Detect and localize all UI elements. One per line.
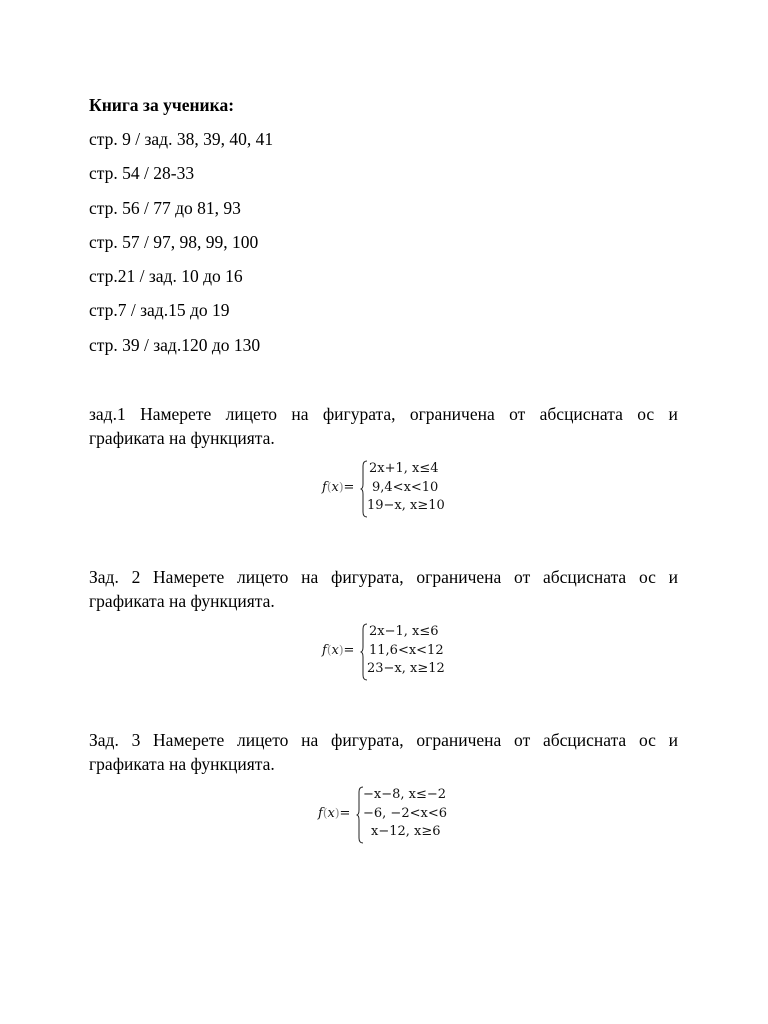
formula-lhs: [318, 806, 350, 821]
book-line: стр. 9 / зад. 38, 39, 40, 41: [89, 129, 274, 149]
task-3-statement-line-2: графиката на функцията.: [89, 754, 275, 774]
left-paren: (: [326, 643, 332, 657]
book-line: стр. 56 / 77 до 81, 93: [89, 198, 241, 218]
word: от: [514, 730, 531, 750]
word: Намерете: [140, 404, 212, 424]
word: абсцисната: [542, 730, 627, 750]
case-line: 2x+1, x≤4: [369, 461, 439, 476]
book-line: стр.21 / зад. 10 до 16: [89, 266, 243, 286]
word: Зад.: [89, 730, 119, 750]
book-line: стр. 39 / зад.120 до 130: [89, 335, 261, 355]
variable-symbol: x: [331, 643, 339, 658]
task-2-statement-line-2: графиката на функцията.: [89, 591, 275, 611]
word: на: [301, 567, 319, 587]
case-line: x−12, x≥6: [371, 824, 441, 839]
task-2-formula: [322, 623, 462, 683]
task-1-statement-line-1: [89, 403, 678, 425]
word: 2: [131, 567, 141, 587]
task-2-statement-line-1: [89, 566, 678, 588]
word: зад.1: [89, 404, 126, 424]
right-paren: ): [334, 806, 340, 820]
word: ос: [638, 567, 656, 587]
equals-sign: =: [339, 806, 351, 821]
book-line: стр.7 / зад.15 до 19: [89, 300, 230, 320]
cases-block: [363, 786, 447, 842]
right-paren: ): [338, 480, 344, 494]
variable-symbol: x: [327, 806, 335, 821]
word: и: [668, 404, 678, 424]
word: фигурата,: [330, 730, 404, 750]
word: лицето: [236, 730, 289, 750]
cases-block: [367, 460, 445, 516]
right-paren: ): [338, 643, 344, 657]
formula-lhs: [322, 480, 354, 495]
word: на: [301, 730, 319, 750]
variable-symbol: x: [331, 480, 339, 495]
function-symbol: f: [322, 480, 327, 495]
word: ограничена: [416, 730, 502, 750]
task-1-statement-line-2: графиката на функцията.: [89, 428, 275, 448]
book-line: стр. 54 / 28-33: [89, 163, 195, 183]
case-line: 23−x, x≥12: [367, 661, 445, 676]
function-symbol: f: [318, 806, 323, 821]
equals-sign: =: [343, 643, 355, 658]
case-line: −x−8, x≤−2: [363, 787, 447, 802]
word: ограничена: [409, 404, 495, 424]
task-1-formula: [322, 460, 462, 520]
case-line: −6, −2<x<6: [363, 805, 447, 821]
word: ос: [637, 404, 655, 424]
word: ограничена: [416, 567, 502, 587]
word: от: [514, 567, 531, 587]
cases-block: [367, 623, 445, 679]
task-3-formula: [318, 786, 468, 846]
word: лицето: [225, 404, 277, 424]
word: и: [668, 567, 678, 587]
word: ос: [638, 730, 656, 750]
word: фигурата,: [322, 404, 396, 424]
word: Зад.: [89, 567, 119, 587]
left-paren: (: [322, 806, 328, 820]
case-line: 19−x, x≥10: [367, 498, 445, 513]
word: 3: [131, 730, 141, 750]
function-symbol: f: [322, 643, 327, 658]
word: лицето: [236, 567, 289, 587]
word: Намерете: [153, 730, 225, 750]
equals-sign: =: [343, 480, 355, 495]
book-heading: Книга за ученика:: [89, 95, 235, 115]
word: абсцисната: [539, 404, 623, 424]
case-line: 2x−1, x≤6: [369, 624, 439, 639]
word: от: [509, 404, 526, 424]
word: фигурата,: [330, 567, 404, 587]
word: на: [291, 404, 309, 424]
book-line: стр. 57 / 97, 98, 99, 100: [89, 232, 259, 252]
case-line: 11,6<x<12: [369, 642, 444, 658]
word: абсцисната: [542, 567, 627, 587]
word: Намерете: [153, 567, 225, 587]
left-paren: (: [326, 480, 332, 494]
case-line: 9,4<x<10: [372, 479, 439, 495]
task-3-statement-line-1: [89, 729, 678, 751]
formula-lhs: [322, 643, 354, 658]
word: и: [668, 730, 678, 750]
